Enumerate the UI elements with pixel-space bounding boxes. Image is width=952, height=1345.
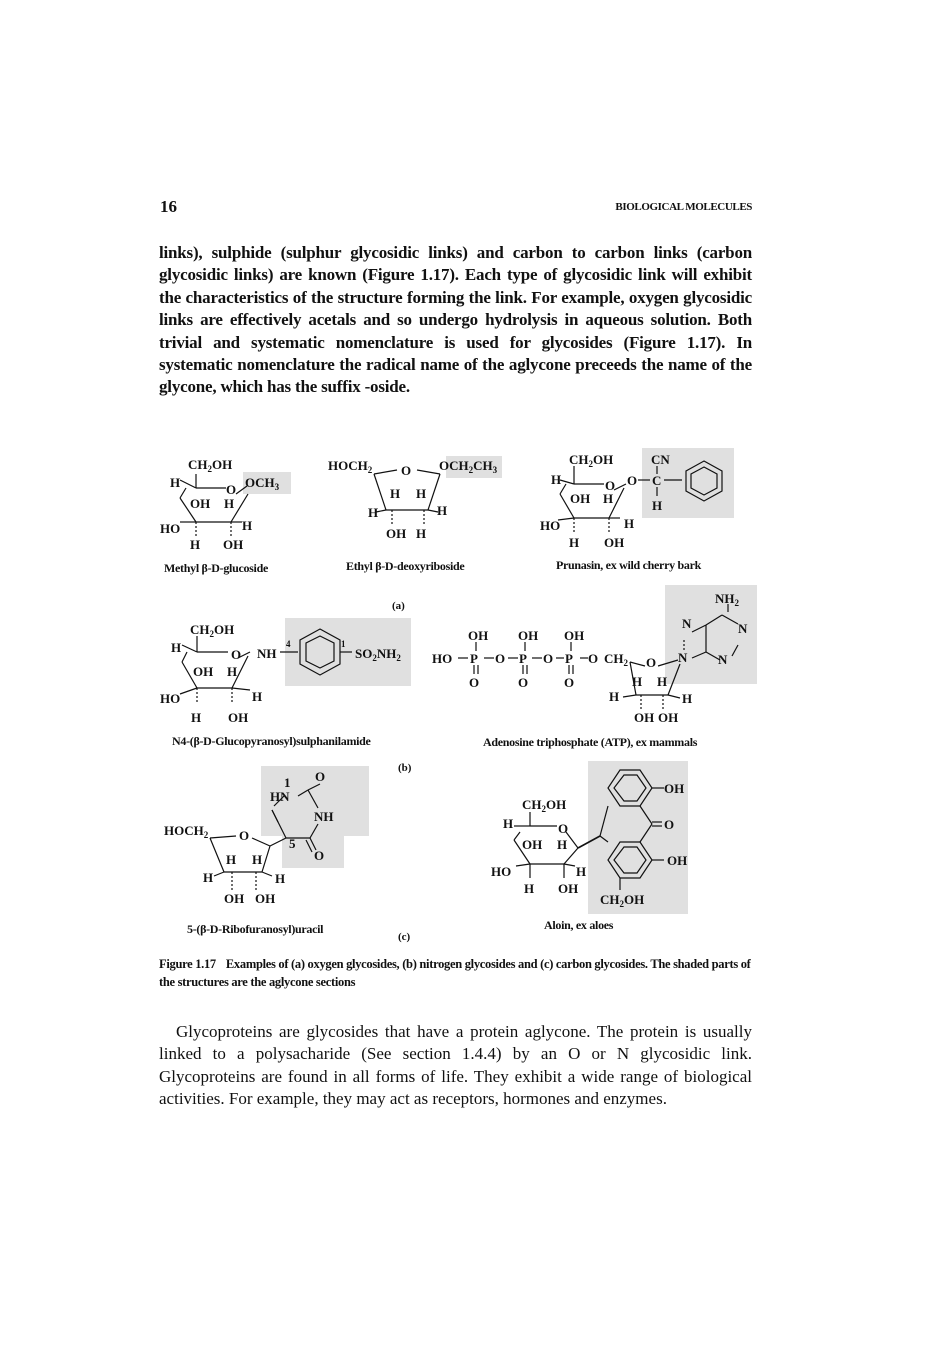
svg-text:H: H	[171, 640, 182, 655]
svg-text:H: H	[416, 486, 427, 501]
svg-text:H: H	[682, 691, 693, 706]
svg-text:H: H	[557, 837, 568, 852]
figure-caption	[159, 955, 759, 991]
svg-text:O: O	[664, 817, 675, 832]
svg-text:SO2NH2: $SO_2NH_2$	[355, 646, 401, 663]
svg-text:H: H	[416, 526, 427, 541]
svg-text:HO: HO	[432, 651, 453, 666]
svg-text:NH2: $NH_2$	[715, 591, 739, 608]
svg-text:N: N	[738, 621, 748, 636]
svg-text:H: H	[242, 518, 253, 533]
figure-caption-label: Figure 1.17	[159, 957, 216, 971]
svg-text:OH: OH	[570, 491, 591, 506]
aglycone-shading	[243, 448, 757, 914]
svg-text:H: H	[227, 664, 238, 679]
svg-text:O: O	[314, 848, 325, 863]
svg-text:H: H	[657, 674, 668, 689]
svg-text:H: H	[503, 816, 514, 831]
svg-text:OH: OH	[386, 526, 407, 541]
svg-text:OCH2CH3: $OCH_2CH_3$	[439, 458, 498, 475]
svg-text:5: 5	[289, 836, 296, 851]
svg-text:H: H	[624, 516, 635, 531]
svg-text:C: C	[652, 473, 662, 488]
body-paragraph-bottom: Glycoproteins are glycosides that have a protein aglycone. The protein is usually linked to a polysacharide (See section 1.4.4) by an O or N glycosidic link. Glycoproteins are found in all forms of life. They exhibit a wide range of biological activities. For example, they may act as receptors, hormones and enzymes.	[159, 1022, 752, 1109]
svg-text:CN: CN	[651, 452, 670, 467]
page-number: 16	[160, 197, 177, 216]
svg-text:OH: OH	[224, 891, 245, 906]
svg-text:H: H	[569, 535, 580, 550]
body-paragraph-top: links), sulphide (sulphur glycosidic links) and carbon to carbon links (carbon glycosidic links) are known (Figure 1.17). Each type of glycosidic link will exhibit the characteristics of the structure forming the link. For example, oxygen glycosidic links are effectively acetals and so undergo hydrolysis in aqueous solution. Both trivial and systematic nomenclature is used for glycosides (Figure 1.17). In systematic nomenclature the radical name of the aglycone preceeds the name of the glycone, which has the suffix -oside.	[159, 243, 752, 397]
svg-text:CH2OH: $CH_2OH$	[600, 892, 645, 909]
svg-text:H: H	[368, 505, 379, 520]
svg-text:O: O	[605, 478, 616, 493]
svg-text:N: N	[678, 650, 688, 665]
svg-text:P: P	[470, 651, 478, 666]
svg-text:O: O	[239, 828, 250, 843]
svg-text:O: O	[495, 651, 506, 666]
svg-text:N: N	[718, 652, 728, 667]
svg-text:H: H	[252, 689, 263, 704]
svg-text:CH2OH: $CH_2OH$	[190, 622, 235, 639]
svg-text:OH: OH	[223, 537, 244, 552]
svg-text:H: H	[524, 881, 535, 896]
svg-text:CH2OH: $CH_2OH$	[569, 452, 614, 469]
svg-text:CH2: $CH_2$	[604, 651, 628, 668]
figure-caption-text: Examples of (a) oxygen glycosides, (b) nitrogen glycosides and (c) carbon glycosides. The shaded parts of the structures are the aglycone sections	[159, 957, 751, 989]
svg-text:OH: OH	[228, 710, 249, 725]
svg-text:OH: OH	[522, 837, 543, 852]
svg-text:HOCH2: $HOCH_2$	[164, 823, 209, 840]
svg-text:H: H	[170, 475, 181, 490]
svg-text:O: O	[646, 655, 657, 670]
svg-text:O: O	[588, 651, 599, 666]
svg-text:P: P	[565, 651, 573, 666]
svg-text:O: O	[627, 473, 638, 488]
section-label-a: (a)	[392, 600, 405, 612]
label-ethyl-deoxyriboside: Ethyl β-D-deoxyriboside	[346, 559, 465, 573]
svg-text:OH: OH	[518, 628, 539, 643]
svg-text:O: O	[558, 821, 569, 836]
svg-text:OH: OH	[190, 496, 211, 511]
svg-text:P: P	[519, 651, 527, 666]
svg-text:H: H	[191, 710, 202, 725]
svg-text:HOCH2: $HOCH_2$	[328, 458, 373, 475]
svg-text:OH: OH	[255, 891, 276, 906]
svg-text:CH2OH: $CH_2OH$	[522, 797, 567, 814]
svg-text:OH: OH	[667, 853, 688, 868]
svg-text:OH: OH	[193, 664, 214, 679]
svg-text:NH: NH	[257, 646, 277, 661]
structure-ethyl-deoxyriboside-atoms	[328, 458, 498, 541]
svg-text:O: O	[231, 647, 242, 662]
svg-text:H: H	[632, 674, 643, 689]
svg-text:OH: OH	[658, 710, 679, 725]
label-ribofuranosyluracil: 5-(β-D-Ribofuranosyl)uracil	[187, 922, 324, 936]
svg-text:HO: HO	[160, 691, 181, 706]
svg-text:H: H	[652, 498, 663, 513]
svg-text:O: O	[226, 482, 237, 497]
svg-text:H: H	[190, 537, 201, 552]
label-sulphanilamide: N4-(β-D-Glucopyranosyl)sulphanilamide	[172, 734, 371, 748]
running-head: BIOLOGICAL MOLECULES	[615, 201, 752, 213]
svg-text:H: H	[390, 486, 401, 501]
svg-text:O: O	[315, 769, 326, 784]
svg-text:H: H	[603, 491, 614, 506]
svg-text:OH: OH	[664, 781, 685, 796]
svg-text:H: H	[224, 496, 235, 511]
svg-text:H: H	[437, 503, 448, 518]
svg-text:H: H	[576, 864, 587, 879]
svg-text:OH: OH	[564, 628, 585, 643]
svg-text:HO: HO	[491, 864, 512, 879]
svg-text:H: H	[551, 472, 562, 487]
svg-text:HO: HO	[160, 521, 181, 536]
label-aloin: Aloin, ex aloes	[544, 918, 614, 932]
svg-text:OH: OH	[634, 710, 655, 725]
svg-text:O: O	[401, 463, 412, 478]
svg-text:O: O	[469, 675, 480, 690]
svg-text:H: H	[609, 689, 620, 704]
structure-methyl-glucoside-atoms	[160, 457, 280, 552]
svg-text:OH: OH	[558, 881, 579, 896]
svg-text:OH: OH	[468, 628, 489, 643]
svg-text:1: 1	[341, 639, 346, 649]
label-atp: Adenosine triphosphate (ATP), ex mammals	[483, 735, 698, 749]
svg-text:NH: NH	[314, 809, 334, 824]
svg-text:4: 4	[286, 639, 291, 649]
svg-text:O: O	[543, 651, 554, 666]
label-prunasin: Prunasin, ex wild cherry bark	[556, 558, 701, 572]
svg-text:CH2OH: $CH_2OH$	[188, 457, 233, 474]
svg-text:H: H	[226, 852, 237, 867]
svg-text:N: N	[682, 616, 692, 631]
label-methyl-glucoside: Methyl β-D-glucoside	[164, 561, 268, 575]
svg-text:HO: HO	[540, 518, 561, 533]
section-label-c: (c)	[398, 931, 411, 943]
svg-text:H: H	[203, 870, 214, 885]
svg-text:HN: HN	[270, 789, 290, 804]
svg-text:H: H	[252, 852, 263, 867]
svg-text:O: O	[564, 675, 575, 690]
section-label-b: (b)	[398, 762, 412, 774]
svg-text:OH: OH	[604, 535, 625, 550]
structure-ethyl-deoxyriboside	[374, 470, 440, 526]
svg-text:1: 1	[284, 775, 291, 790]
svg-text:O: O	[518, 675, 529, 690]
svg-text:H: H	[275, 871, 286, 886]
svg-text:OCH3: $OCH_3$	[245, 475, 280, 492]
